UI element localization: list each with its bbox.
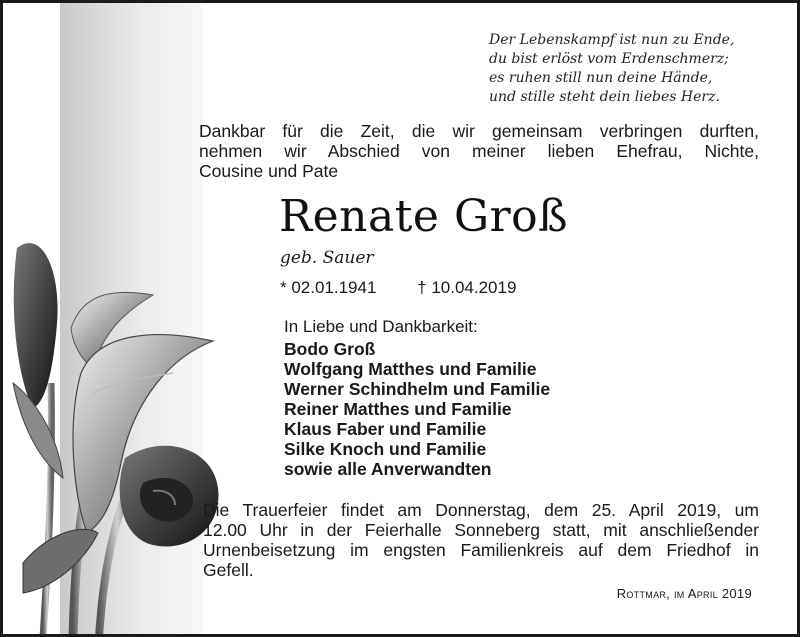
intro-text xyxy=(199,121,759,181)
mourner-name: Reiner Matthes und Familie xyxy=(284,399,512,419)
mourner-name: sowie alle Anverwandten xyxy=(284,459,492,479)
service-line: 12.00 Uhr in der Feierhalle Sonneberg statt, mit anschließender xyxy=(203,520,759,540)
place-date: Rottmar, im April 2019 xyxy=(616,586,752,601)
mourner-name: Wolfgang Matthes und Familie xyxy=(284,359,537,379)
mourner-name: Klaus Faber und Familie xyxy=(284,419,487,439)
intro-line: nehmen wir Abschied von meiner lieben Ehefrau, Nichte, xyxy=(199,141,759,161)
deceased-name: Renate Groß xyxy=(279,191,569,242)
intro-line: Cousine und Pate xyxy=(199,161,339,181)
mourner-name: Bodo Groß xyxy=(284,339,376,359)
birth-name: geb. Sauer xyxy=(280,248,374,268)
service-info xyxy=(203,500,759,580)
intro-line: Dankbar für die Zeit, die wir gemeinsam verbringen durften, xyxy=(199,121,759,141)
mourners-list xyxy=(284,339,550,479)
poem-line: es ruhen still nun deine Hände, xyxy=(489,70,713,86)
death-date: † 10.04.2019 xyxy=(417,278,517,297)
service-line: Gefell. xyxy=(203,560,254,580)
poem-line: und stille steht dein liebes Herz. xyxy=(489,89,720,105)
service-line: Urnenbeisetzung im engsten Familienkreis auf dem Friedhof in xyxy=(203,540,759,560)
birth-date: * 02.01.1941 xyxy=(280,278,377,297)
mourner-name: Werner Schindhelm und Familie xyxy=(284,379,551,399)
mourner-name: Silke Knoch und Familie xyxy=(284,439,487,459)
service-line: Die Trauerfeier findet am Donnerstag, dem 25. April 2019, um xyxy=(203,500,759,520)
life-dates xyxy=(280,278,516,298)
poem-line: du bist erlöst vom Erdenschmerz; xyxy=(489,51,729,67)
poem xyxy=(489,31,789,107)
mourners-label: In Liebe und Dankbarkeit: xyxy=(284,317,478,336)
poem-line: Der Lebenskampf ist nun zu Ende, xyxy=(489,32,735,48)
